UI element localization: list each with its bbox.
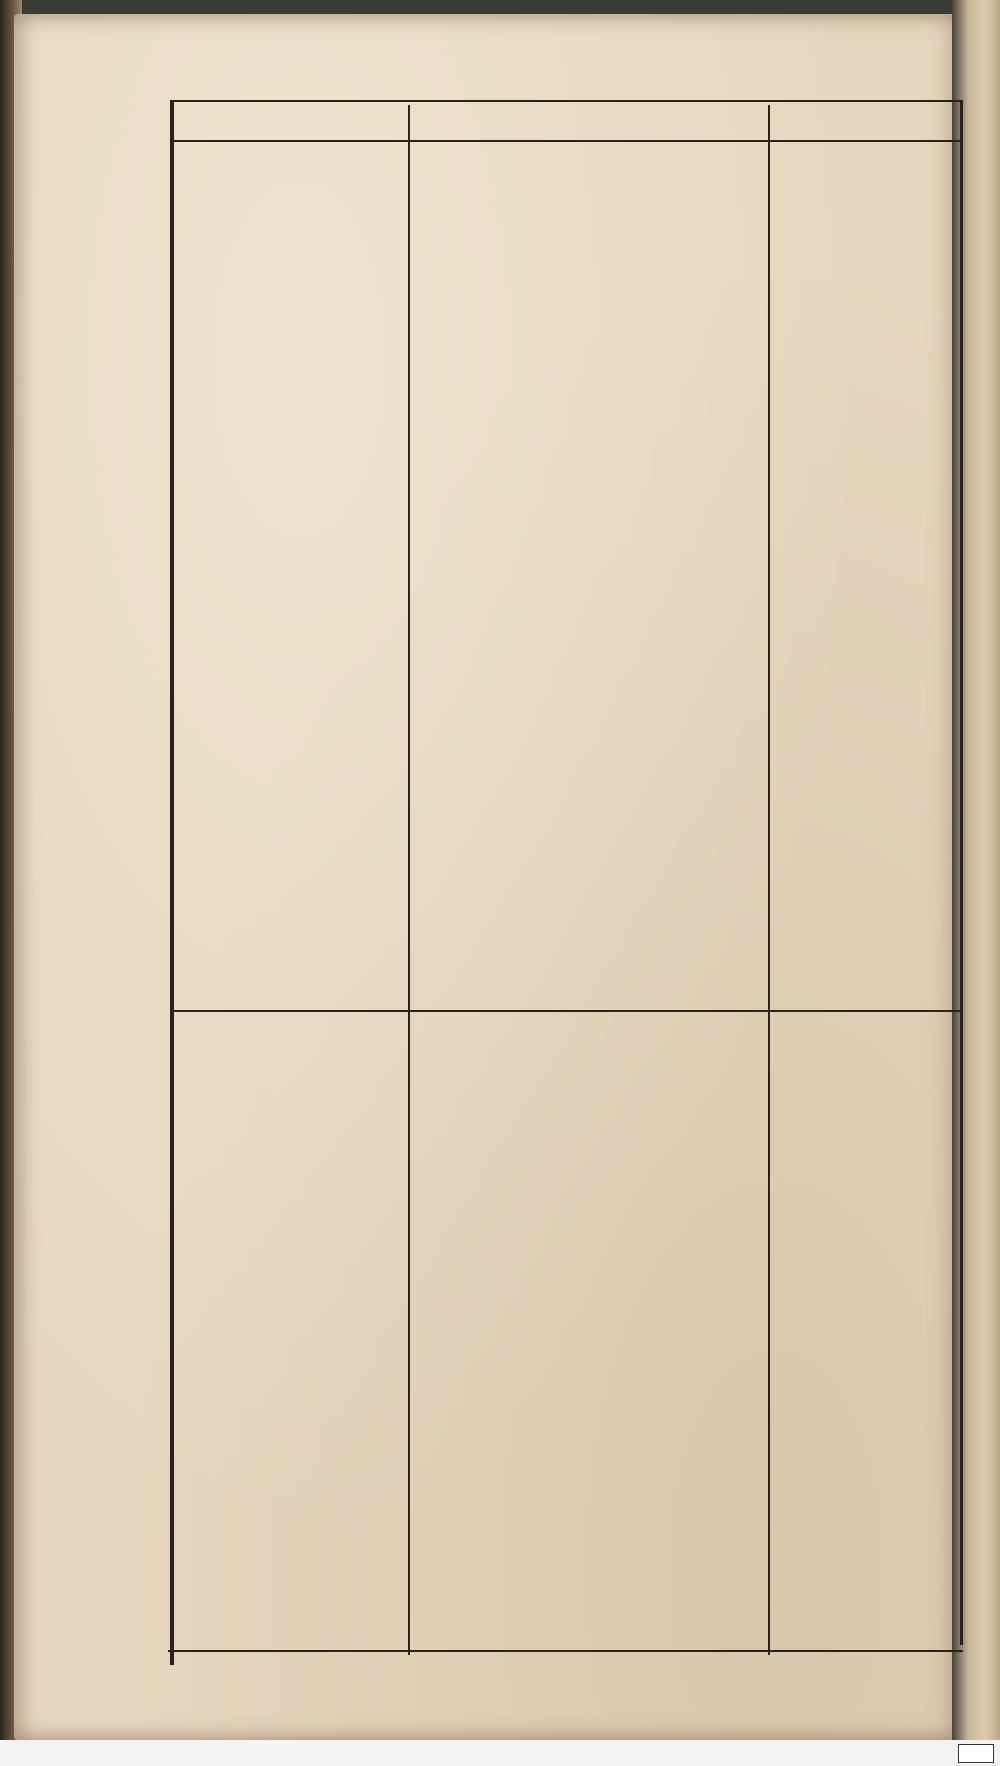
column-rule-1 [408,105,410,1655]
book-page [14,14,966,1740]
column-rule-2 [768,105,770,1655]
digitization-footer [0,1740,1000,1766]
frame-rule-bottom [168,1650,963,1652]
section-rule [172,1010,962,1012]
frame-rule-left [170,100,174,1665]
frame-rule-right [960,100,963,1645]
header-rule [172,140,962,142]
dfg-logo [958,1744,994,1763]
frame-rule-top [172,100,962,102]
